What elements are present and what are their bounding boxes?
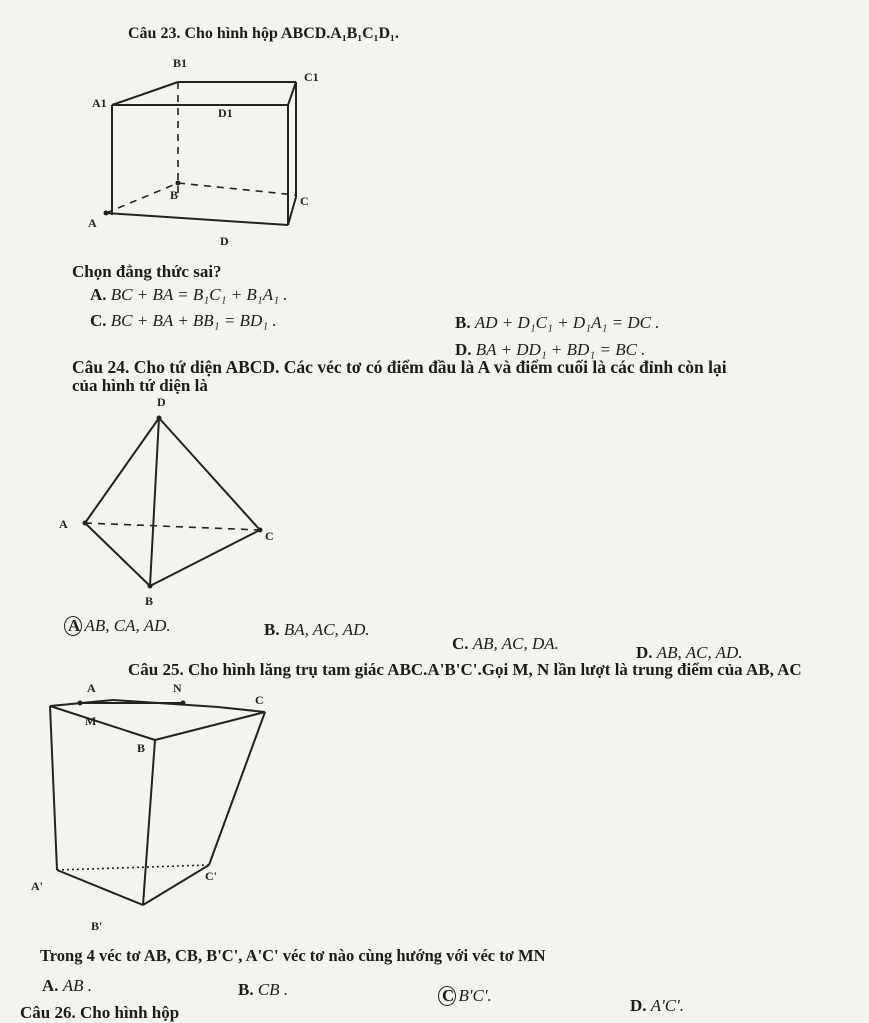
option-label: B. <box>238 980 254 999</box>
label-C-prime: C' <box>205 869 217 883</box>
q25-option-b[interactable] <box>238 980 288 1000</box>
q26-title: Câu 26. Cho hình hộp <box>20 1003 180 1022</box>
option-label: D. <box>630 996 647 1015</box>
label-N: N <box>173 681 182 695</box>
option-label: A. <box>42 976 59 995</box>
q25-prism-figure <box>25 680 285 940</box>
q25-title: Câu 25. Cho hình lăng trụ tam giác ABC.A'B'C'.Gọi M, N lần lượt là trung điểm của AB, AC <box>128 660 802 679</box>
label-C1: C1 <box>304 70 319 84</box>
option-label: C <box>442 986 455 1005</box>
option-label: A <box>68 616 81 635</box>
label-A: A <box>87 681 96 695</box>
label-A1: A1 <box>92 96 107 110</box>
option-expr: BA, AC, AD. <box>283 620 370 639</box>
q24-option-b[interactable] <box>264 620 370 640</box>
option-label: B. <box>455 313 471 332</box>
q23-option-a[interactable] <box>90 285 288 305</box>
option-expr: A'C'. <box>650 996 685 1015</box>
label-M: M <box>85 714 97 728</box>
option-expr: B'C'. <box>458 986 492 1005</box>
label-D: D <box>220 234 229 248</box>
q25-question: Trong 4 véc tơ AB, CB, B'C', A'C' véc tơ nào cùng hướng với véc tơ MN <box>40 946 546 965</box>
q24-option-c[interactable] <box>452 634 559 654</box>
option-expr: BC + BA + BB₁ = BD₁ . <box>110 311 277 330</box>
q23-question: Chọn đẳng thức sai? <box>72 262 222 281</box>
q23-parallelepiped-figure <box>78 55 328 255</box>
option-label: D. <box>455 340 472 359</box>
label-D1: D1 <box>218 106 233 120</box>
label-C: C <box>300 194 309 208</box>
q23-title: Câu 23. Cho hình hộp ABCD.A₁B₁C₁D₁. <box>128 25 399 42</box>
option-expr: BA + DD₁ + BD₁ = BC . <box>475 340 646 359</box>
option-expr: AB, AC, DA. <box>472 634 559 653</box>
option-label: C. <box>90 311 107 330</box>
option-label: C. <box>452 634 469 653</box>
label-C: C <box>265 529 274 543</box>
label-A-prime: A' <box>31 879 43 893</box>
label-B-prime: B' <box>91 919 103 933</box>
q24-tetrahedron-figure <box>55 390 285 615</box>
option-expr: CB . <box>257 980 289 999</box>
label-B: B <box>170 188 179 202</box>
q25-option-c[interactable] <box>442 986 492 1006</box>
q24-title-line2: của hình tứ diện là <box>72 376 208 395</box>
q23-option-c[interactable] <box>90 311 277 331</box>
label-B: B <box>137 741 146 755</box>
option-expr: AB, AC, AD. <box>656 643 743 662</box>
label-C: C <box>255 693 264 707</box>
option-expr: AB . <box>62 976 93 995</box>
label-A: A <box>59 517 68 531</box>
option-label: D. <box>636 643 653 662</box>
q24-option-a[interactable] <box>68 616 171 636</box>
q23-option-b[interactable] <box>455 313 659 333</box>
label-B: B <box>145 594 154 608</box>
label-B1: B1 <box>173 56 188 70</box>
label-A: A <box>88 216 97 230</box>
label-D: D <box>157 395 166 409</box>
option-expr: AD + D₁C₁ + D₁A₁ = DC . <box>474 313 660 332</box>
q25-option-a[interactable] <box>42 976 92 996</box>
option-label: A. <box>90 285 107 304</box>
option-expr: BC + BA = B₁C₁ + B₁A₁ . <box>110 285 288 304</box>
q24-title-line1: Câu 24. Cho tứ diện ABCD. Các véc tơ có điểm đầu là A và điểm cuối là các đỉnh còn lại <box>72 357 727 377</box>
option-expr: AB, CA, AD. <box>84 616 171 635</box>
option-label: B. <box>264 620 280 639</box>
q25-option-d[interactable] <box>630 996 684 1016</box>
